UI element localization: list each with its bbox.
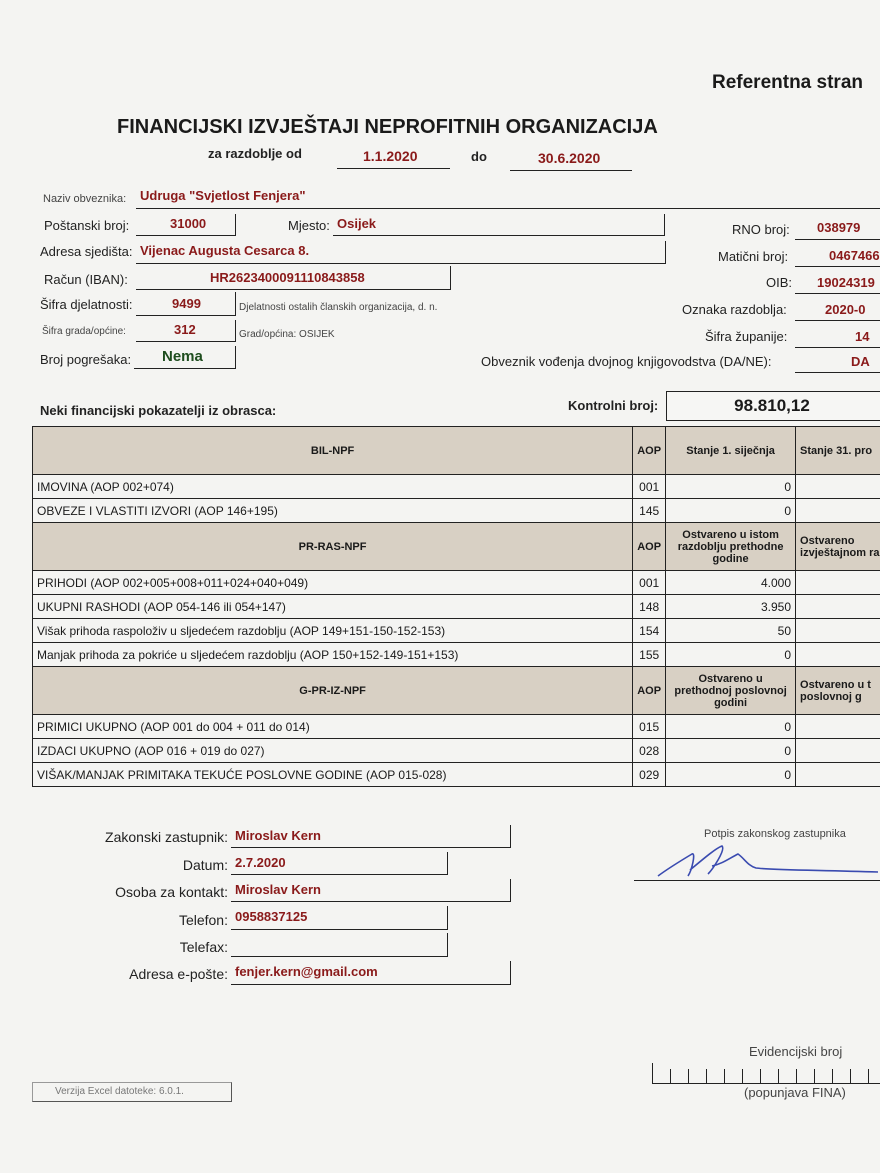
- postanski-value: 31000: [170, 216, 207, 231]
- dvojno-knjigovodstvo-field[interactable]: [795, 349, 880, 373]
- evid-tick: [850, 1069, 851, 1083]
- row-value-2[interactable]: [796, 739, 880, 763]
- broj-pogresaka-label: Broj pogrešaka:: [40, 352, 132, 367]
- kontrolni-broj-field[interactable]: [666, 391, 880, 421]
- evid-tick: [832, 1069, 833, 1083]
- pr-header-col1: Ostvareno u istom razdoblju prethodne godine: [666, 523, 796, 571]
- oib-value: 19024319: [817, 275, 875, 290]
- row-aop: 001: [633, 475, 666, 499]
- g-header-aop: AOP: [633, 667, 666, 715]
- evid-tick: [760, 1069, 761, 1083]
- osoba-label: Osoba za kontakt:: [115, 884, 228, 900]
- postanski-label: Poštanski broj:: [44, 218, 130, 233]
- pr-header-aop: AOP: [633, 523, 666, 571]
- telefax-label: Telefax:: [179, 939, 228, 955]
- row-value[interactable]: 0: [666, 739, 796, 763]
- postanski-field[interactable]: [136, 214, 236, 236]
- row-value[interactable]: 3.950: [666, 595, 796, 619]
- evid-tick: [796, 1069, 797, 1083]
- row-description: OBVEZE I VLASTITI IZVORI (AOP 146+195): [33, 499, 633, 523]
- bil-header-col1: Stanje 1. siječnja: [666, 427, 796, 475]
- adresa-label: Adresa sjedišta:: [40, 244, 133, 259]
- row-value[interactable]: 4.000: [666, 571, 796, 595]
- evid-tick: [868, 1069, 869, 1083]
- table-row: [33, 763, 880, 787]
- bil-header-aop: AOP: [633, 427, 666, 475]
- row-value[interactable]: 0: [666, 499, 796, 523]
- sifra-grada-field[interactable]: [136, 320, 236, 342]
- table-row: [33, 499, 880, 523]
- sifra-djelatnosti-value: 9499: [172, 296, 201, 311]
- row-description: IMOVINA (AOP 002+074): [33, 475, 633, 499]
- table-row: [33, 475, 880, 499]
- naziv-field[interactable]: [136, 186, 880, 209]
- row-value[interactable]: 0: [666, 715, 796, 739]
- sifra-grada-value: 312: [174, 322, 196, 337]
- evid-tick: [706, 1069, 707, 1083]
- popunjava-fina-label: (popunjava FINA): [744, 1085, 846, 1100]
- bil-header-title: BIL-NPF: [33, 427, 633, 475]
- oib-field[interactable]: [795, 270, 880, 294]
- rno-field[interactable]: [795, 216, 880, 240]
- evid-tick: [814, 1069, 815, 1083]
- evid-tick: [652, 1063, 653, 1083]
- maticni-label: Matični broj:: [718, 249, 789, 264]
- racun-field[interactable]: [136, 266, 451, 290]
- datum-label: Datum:: [182, 857, 228, 873]
- period-to-label: do: [471, 149, 487, 164]
- sifra-zupanije-field[interactable]: [795, 324, 880, 348]
- row-value-2[interactable]: [796, 595, 880, 619]
- row-value[interactable]: 50: [666, 619, 796, 643]
- pr-header-col2: Ostvareno izvještajnom ra: [796, 523, 880, 571]
- row-description: Višak prihoda raspoloživ u sljedećem razdoblju (AOP 149+151-150-152-153): [33, 619, 633, 643]
- rno-value: 038979: [817, 220, 861, 235]
- zastupnik-value: Miroslav Kern: [235, 828, 321, 843]
- period-to-value: 30.6.2020: [538, 150, 601, 166]
- row-description: IZDACI UKUPNO (AOP 016 + 019 do 027): [33, 739, 633, 763]
- sifra-djelatnosti-field[interactable]: [136, 292, 236, 316]
- email-value: fenjer.kern@gmail.com: [235, 964, 378, 979]
- row-aop: 029: [633, 763, 666, 787]
- maticni-field[interactable]: [795, 243, 880, 267]
- evidencijski-broj-label: Evidencijski broj: [749, 1044, 843, 1059]
- row-value[interactable]: 0: [666, 475, 796, 499]
- potpis-label: Potpis zakonskog zastupnika: [704, 828, 846, 840]
- row-aop: 015: [633, 715, 666, 739]
- verzija-text: Verzija Excel datoteke: 6.0.1.: [55, 1086, 184, 1097]
- row-description: UKUPNI RASHODI (AOP 054-146 ili 054+147): [33, 595, 633, 619]
- adresa-value: Vijenac Augusta Cesarca 8.: [140, 243, 310, 258]
- evid-tick: [742, 1069, 743, 1083]
- row-value-2[interactable]: [796, 715, 880, 739]
- datum-field[interactable]: [231, 852, 448, 875]
- row-description: Manjak prihoda za pokriće u sljedećem razdoblju (AOP 150+152-149-151+153): [33, 643, 633, 667]
- dvojno-knjigovodstvo-value: DA: [851, 354, 870, 369]
- naziv-label: Naziv obveznika:: [43, 193, 127, 205]
- evidencijski-broj-field[interactable]: [652, 1063, 880, 1084]
- table-row: [33, 715, 880, 739]
- row-aop: 028: [633, 739, 666, 763]
- grad-description: Grad/općina: OSIJEK: [239, 329, 335, 340]
- naziv-value: Udruga "Svjetlost Fenjera": [140, 188, 306, 203]
- telefax-field[interactable]: [231, 933, 448, 957]
- telefon-field[interactable]: [231, 906, 448, 930]
- table-row: [33, 619, 880, 643]
- table-row: [33, 643, 880, 667]
- row-aop: 001: [633, 571, 666, 595]
- signature-line: [634, 866, 880, 881]
- djelatnost-description: Djelatnosti ostalih članskih organizacija, d. n.: [239, 302, 438, 313]
- row-aop: 155: [633, 643, 666, 667]
- period-to-field[interactable]: [510, 146, 632, 171]
- period-from-label: za razdoblje od: [208, 146, 302, 161]
- row-value[interactable]: 0: [666, 763, 796, 787]
- row-value-2[interactable]: [796, 763, 880, 787]
- osoba-value: Miroslav Kern: [235, 882, 321, 897]
- period-from-field[interactable]: [337, 144, 450, 169]
- g-header-col1: Ostvareno u prethodnoj poslovnoj godini: [666, 667, 796, 715]
- dvojno-knjigovodstvo-label: Obveznik vođenja dvojnog knjigovodstva (DA/NE):: [481, 354, 772, 369]
- broj-pogresaka-value: Nema: [162, 348, 203, 365]
- g-header-title: G-PR-IZ-NPF: [33, 667, 633, 715]
- pr-header-title: PR-RAS-NPF: [33, 523, 633, 571]
- table-row: [33, 595, 880, 619]
- telefon-value: 0958837125: [235, 909, 308, 924]
- table-row: [33, 571, 880, 595]
- g-header-row: [33, 667, 880, 715]
- email-field[interactable]: [231, 961, 511, 985]
- financial-indicators-table: [32, 426, 880, 787]
- telefon-label: Telefon:: [178, 912, 228, 928]
- email-label: Adresa e-pošte:: [129, 966, 228, 982]
- rno-label: RNO broj:: [732, 222, 790, 237]
- racun-label: Račun (IBAN):: [44, 272, 128, 287]
- row-value-2[interactable]: [796, 475, 880, 499]
- datum-value: 2.7.2020: [235, 855, 286, 870]
- row-description: PRIHODI (AOP 002+005+008+011+024+040+049): [33, 571, 633, 595]
- referentna-stranica-label: Referentna stran: [712, 72, 863, 93]
- document-title: FINANCIJSKI IZVJEŠTAJI NEPROFITNIH ORGANIZACIJA: [117, 116, 658, 138]
- row-value-2[interactable]: [796, 499, 880, 523]
- osoba-field[interactable]: [231, 879, 511, 902]
- zastupnik-label: Zakonski zastupnik:: [105, 829, 228, 845]
- row-value-2[interactable]: [796, 643, 880, 667]
- oznaka-razdoblja-value: 2020-0: [825, 302, 866, 317]
- sifra-zupanije-value: 14: [855, 329, 870, 344]
- g-header-col2: Ostvareno u t poslovnoj g: [796, 667, 880, 715]
- bil-header-row: [33, 427, 880, 475]
- indicators-label: Neki financijski pokazatelji iz obrasca:: [40, 403, 277, 418]
- oznaka-razdoblja-field[interactable]: [795, 297, 880, 321]
- evid-tick: [724, 1069, 725, 1083]
- sifra-zupanije-label: Šifra županije:: [705, 329, 788, 344]
- verzija-box: [32, 1082, 232, 1102]
- racun-value: HR2623400091110843858: [210, 270, 365, 285]
- broj-pogresaka-field[interactable]: [134, 346, 236, 369]
- mjesto-label: Mjesto:: [288, 218, 330, 233]
- mjesto-field[interactable]: [333, 214, 665, 236]
- zastupnik-field[interactable]: [231, 825, 511, 848]
- row-aop: 145: [633, 499, 666, 523]
- oib-label: OIB:: [766, 275, 793, 290]
- kontrolni-broj-label: Kontrolni broj:: [568, 398, 659, 413]
- row-description: VIŠAK/MANJAK PRIMITAKA TEKUĆE POSLOVNE GODINE (AOP 015-028): [33, 763, 633, 787]
- evid-tick: [670, 1069, 671, 1083]
- adresa-field[interactable]: [136, 241, 666, 264]
- sifra-djelatnosti-label: Šifra djelatnosti:: [40, 297, 133, 312]
- row-aop: 154: [633, 619, 666, 643]
- row-value-2[interactable]: [796, 619, 880, 643]
- kontrolni-broj-value: 98.810,12: [734, 396, 810, 415]
- maticni-value: 0467466: [829, 248, 880, 263]
- sifra-grada-label: Šifra grada/općine:: [42, 326, 126, 337]
- row-value-2[interactable]: [796, 571, 880, 595]
- oznaka-razdoblja-label: Oznaka razdoblja:: [682, 302, 787, 317]
- row-value[interactable]: 0: [666, 643, 796, 667]
- pr-header-row: [33, 523, 880, 571]
- mjesto-value: Osijek: [337, 216, 377, 231]
- bil-header-col2: Stanje 31. pro: [796, 427, 880, 475]
- row-aop: 148: [633, 595, 666, 619]
- period-from-value: 1.1.2020: [363, 148, 418, 164]
- row-description: PRIMICI UKUPNO (AOP 001 do 004 + 011 do 014): [33, 715, 633, 739]
- evid-tick: [688, 1069, 689, 1083]
- evid-tick: [778, 1069, 779, 1083]
- table-row: [33, 739, 880, 763]
